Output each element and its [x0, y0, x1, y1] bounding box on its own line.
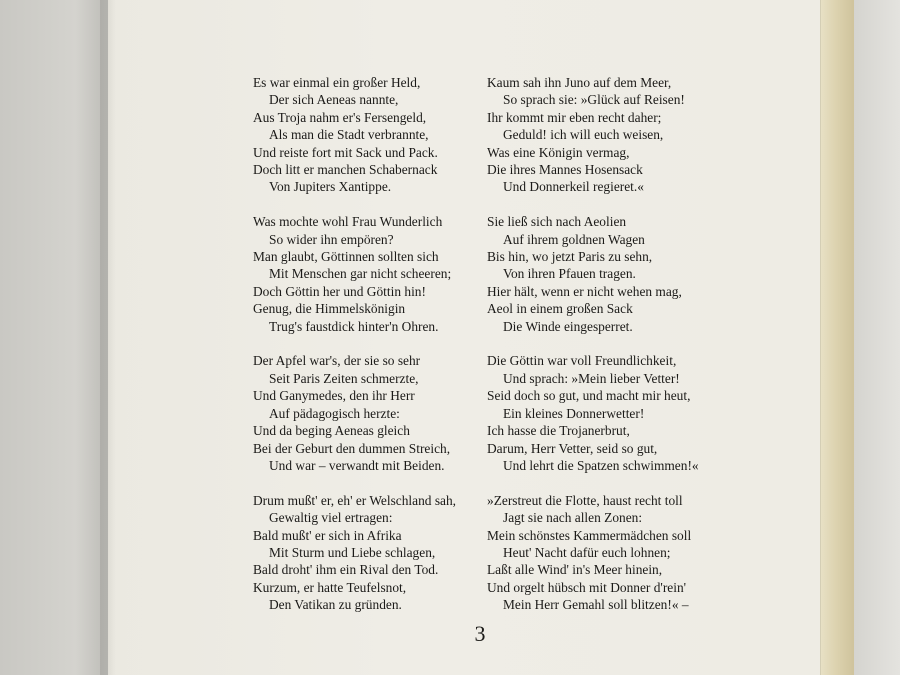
stanza — [487, 352, 727, 474]
verse-line: Der sich Aeneas nannte, — [269, 92, 399, 108]
verse-line: Von ihren Pfauen tragen. — [503, 266, 636, 282]
page-number: 3 — [474, 621, 486, 646]
verse-line: Kaum sah ihn Juno auf dem Meer, — [487, 75, 672, 90]
verse-line: Bald mußt' er sich in Afrika — [253, 527, 402, 543]
verse-line: Hier hält, wenn er nicht wehen mag, — [487, 283, 682, 299]
stanza — [487, 492, 727, 614]
verse-line: Mit Menschen gar nicht scheeren; — [269, 266, 452, 282]
poem-column-right — [487, 74, 727, 631]
verse-line: Und war – verwandt mit Beiden. — [269, 457, 445, 473]
stanza — [253, 492, 493, 614]
verse-line: Mein Herr Gemahl soll blitzen!« – — [503, 597, 689, 613]
verse-line: Und lehrt die Spatzen schwimmen!« — [503, 457, 699, 473]
verse-line: So sprach sie: »Glück auf Reisen! — [503, 92, 685, 108]
verse-line: Mit Sturm und Liebe schlagen, — [269, 544, 436, 560]
verse-line: Bei der Geburt den dummen Streich, — [253, 440, 451, 456]
poem-column-left — [253, 74, 493, 631]
verse-line: Was mochte wohl Frau Wunderlich — [253, 214, 443, 230]
verse-line: Und reiste fort mit Sack und Pack. — [253, 144, 438, 160]
gutter-shadow — [100, 0, 116, 675]
verse-line: Sie ließ sich nach Aeolien — [487, 214, 627, 230]
verse-line: Es war einmal ein großer Held, — [253, 75, 421, 90]
verse-line: Bald droht' ihm ein Rival den Tod. — [253, 562, 439, 578]
verse-line: Doch Göttin her und Göttin hin! — [253, 283, 426, 299]
verse-line: Aus Troja nahm er's Fersengeld, — [253, 109, 427, 125]
verse-line: Laßt alle Wind' in's Meer hinein, — [487, 562, 663, 578]
verse-line: Die Göttin war voll Freundlichkeit, — [487, 353, 677, 369]
verse-line: Trug's faustdick hinter'n Ohren. — [269, 318, 439, 334]
verse-line: Doch litt er manchen Schabernack — [253, 162, 438, 178]
verse-line: Und Donnerkeil regieret.« — [503, 179, 644, 195]
verse-line: Ihr kommt mir eben recht daher; — [487, 109, 662, 125]
facing-page-margin — [0, 0, 108, 675]
verse-line: Und orgelt hübsch mit Donner d'rein' — [487, 579, 687, 595]
verse-line: Auf pädagogisch herzte: — [269, 405, 400, 421]
stanza — [487, 213, 727, 335]
verse-line: Ein kleines Donnerwetter! — [503, 405, 645, 421]
verse-line: Jagt sie nach allen Zonen: — [503, 510, 643, 526]
verse-line: Mein schönstes Kammermädchen soll — [487, 527, 692, 543]
verse-line: Heut' Nacht dafür euch lohnen; — [503, 544, 671, 560]
verse-line: Die ihres Mannes Hosensack — [487, 162, 643, 178]
verse-line: Kurzum, er hatte Teufelsnot, — [253, 579, 407, 595]
verse-line: Die Winde eingesperret. — [503, 318, 633, 334]
verse-line: Was eine Königin vermag, — [487, 144, 630, 160]
verse-line: Als man die Stadt verbrannte, — [269, 127, 429, 143]
verse-line: Gewaltig viel ertragen: — [269, 510, 393, 526]
verse-line: Darum, Herr Vetter, seid so gut, — [487, 440, 658, 456]
background — [854, 0, 900, 675]
verse-line: Und da beging Aeneas gleich — [253, 423, 410, 439]
verse-line: Geduld! ich will euch weisen, — [503, 127, 664, 143]
stanza — [487, 74, 727, 196]
verse-line: So wider ihn empören? — [269, 231, 394, 247]
stanza — [253, 74, 493, 196]
verse-line: Man glaubt, Göttinnen sollten sich — [253, 249, 439, 265]
verse-line: Der Apfel war's, der sie so sehr — [253, 353, 421, 369]
verse-line: Seid doch so gut, und macht mir heut, — [487, 388, 691, 404]
stanza — [253, 213, 493, 335]
page-edges — [820, 0, 854, 675]
verse-line: »Zerstreut die Flotte, haust recht toll — [487, 492, 683, 508]
stanza — [253, 352, 493, 474]
verse-line: Bis hin, wo jetzt Paris zu sehn, — [487, 249, 653, 265]
verse-line: Und Ganymedes, den ihr Herr — [253, 388, 415, 404]
verse-line: Von Jupiters Xantippe. — [269, 179, 392, 195]
verse-line: Auf ihrem goldnen Wagen — [503, 231, 645, 247]
verse-line: Und sprach: »Mein lieber Vetter! — [503, 370, 680, 386]
verse-line: Genug, die Himmelskönigin — [253, 301, 406, 317]
verse-line: Seit Paris Zeiten schmerzte, — [269, 370, 419, 386]
verse-line: Aeol in einem großen Sack — [487, 301, 633, 317]
verse-line: Den Vatikan zu gründen. — [269, 597, 402, 613]
verse-line: Drum mußt' er, eh' er Welschland sah, — [253, 492, 457, 508]
verse-line: Ich hasse die Trojanerbrut, — [487, 423, 630, 439]
